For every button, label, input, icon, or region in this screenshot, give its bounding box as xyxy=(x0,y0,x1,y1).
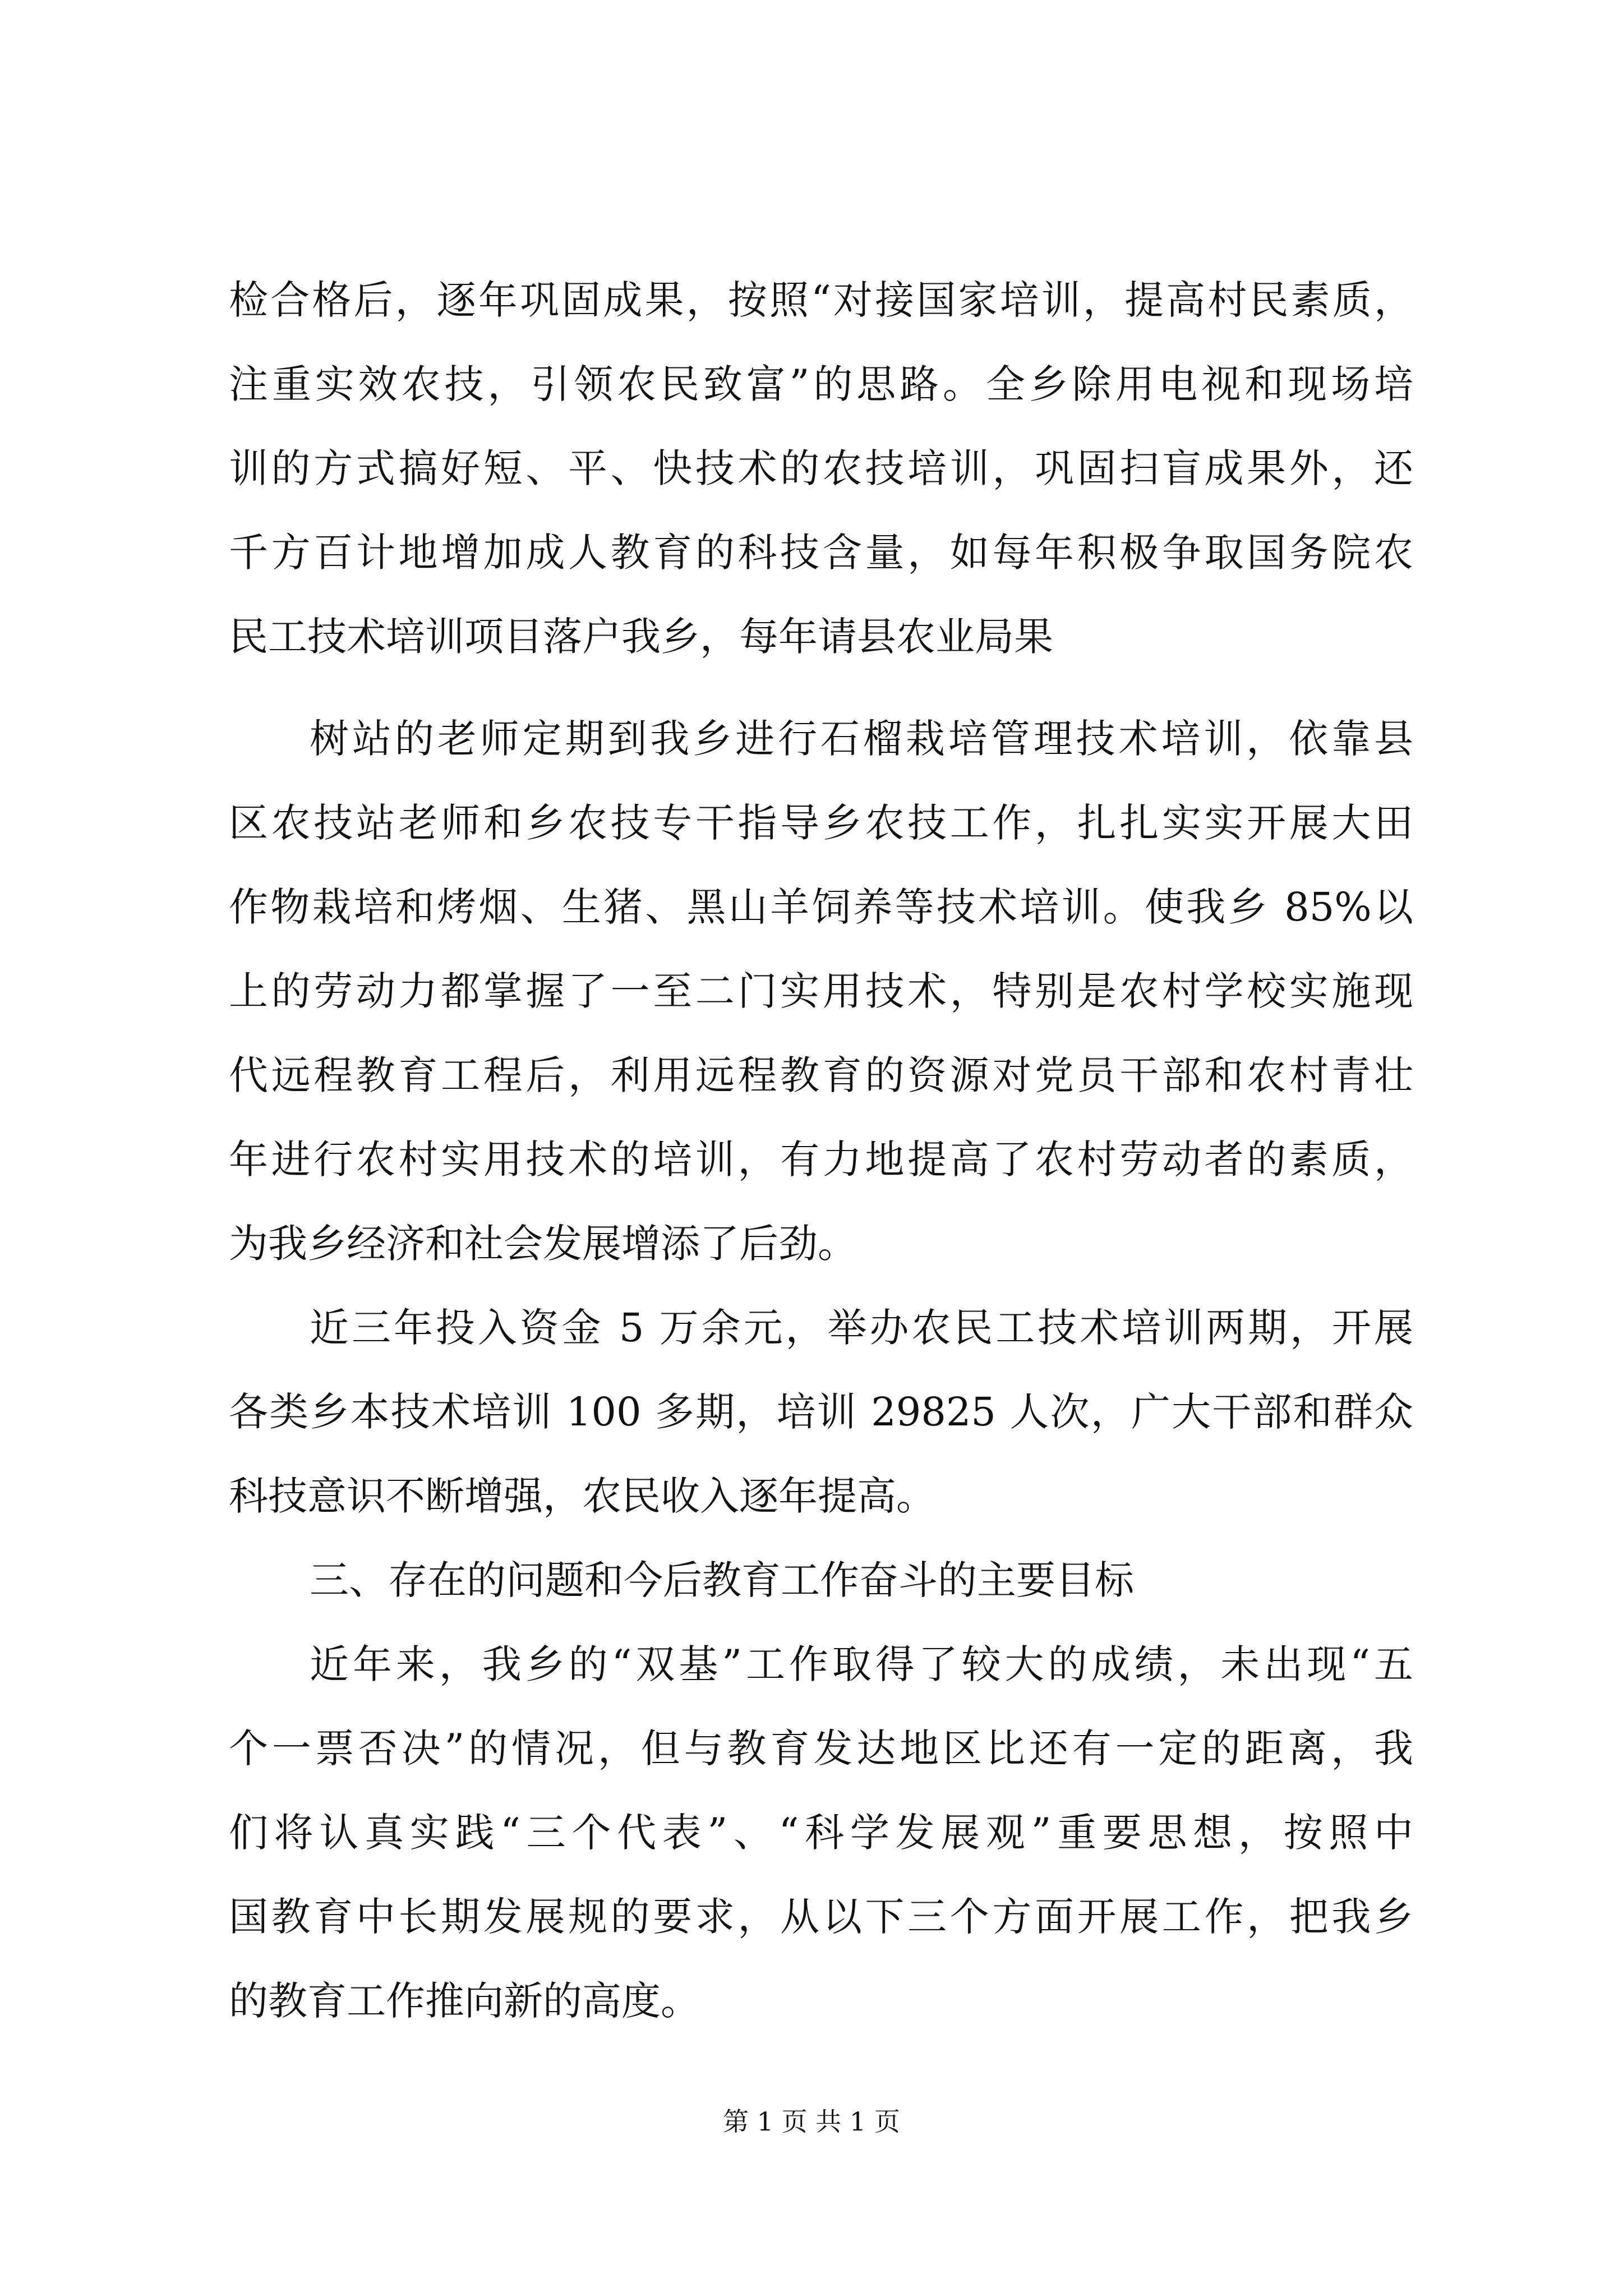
text-line: 区农技站老师和乡农技专干指导乡农技工作，扎扎实实开展大田 xyxy=(229,800,1413,846)
text-line: 各类乡本技术培训 100 多期，培训 29825 人次，广大干部和群众 xyxy=(229,1389,1413,1435)
text-line: 国教育中长期发展规的要求，从以下三个方面开展工作，把我乡 xyxy=(229,1894,1413,1940)
text-line: 训的方式搞好短、平、快技术的农技培训，巩固扫盲成果外，还 xyxy=(229,445,1413,491)
text-line: 民工技术培训项目落户我乡，每年请县农业局果 xyxy=(229,614,1053,660)
text-line: 千方百计地增加成人教育的科技含量，如每年积极争取国务院农 xyxy=(229,530,1413,576)
page-footer: 第 1 页 共 1 页 xyxy=(723,2106,900,2137)
text-line: 近年来，我乡的“双基”工作取得了较大的成绩，未出现“五 xyxy=(310,1641,1413,1687)
text-line: 个一票否决”的情况，但与教育发达地区比还有一定的距离，我 xyxy=(229,1726,1413,1772)
text-line: 的教育工作推向新的高度。 xyxy=(229,1978,700,2024)
text-line: 上的劳动力都掌握了一至二门实用技术，特别是农村学校实施现 xyxy=(229,968,1413,1014)
text-line: 树站的老师定期到我乡进行石榴栽培管理技术培训，依靠县 xyxy=(310,716,1413,762)
text-line: 为我乡经济和社会发展增添了后劲。 xyxy=(229,1221,857,1267)
section-heading: 三、存在的问题和今后教育工作奋斗的主要目标 xyxy=(310,1557,1134,1603)
text-line: 注重实效农技，引领农民致富”的思路。全乡除用电视和现场培 xyxy=(229,361,1413,407)
text-line: 作物栽培和烤烟、生猪、黑山羊饲养等技术培训。使我乡 85%以 xyxy=(229,884,1413,930)
text-line: 科技意识不断增强，农民收入逐年提高。 xyxy=(229,1473,935,1519)
text-line: 近三年投入资金 5 万余元，举办农民工技术培训两期，开展 xyxy=(310,1305,1413,1351)
text-line: 检合格后，逐年巩固成果，按照“对接国家培训，提高村民素质， xyxy=(229,277,1413,323)
text-line: 们将认真实践“三个代表”、“科学发展观”重要思想，按照中 xyxy=(229,1810,1413,1856)
text-line: 代远程教育工程后，利用远程教育的资源对党员干部和农村青壮 xyxy=(229,1052,1413,1098)
text-line: 年进行农村实用技术的培训，有力地提高了农村劳动者的素质， xyxy=(229,1137,1413,1182)
